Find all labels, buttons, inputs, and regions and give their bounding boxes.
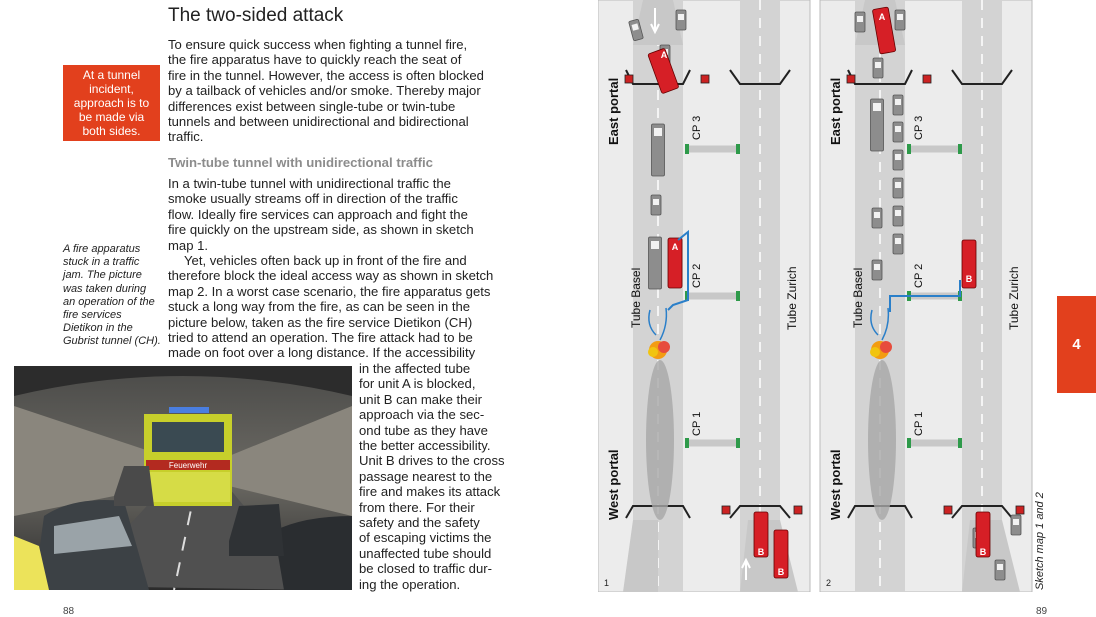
page-number-right: 89 xyxy=(1036,606,1048,617)
svg-text:CP 3: CP 3 xyxy=(913,115,925,140)
svg-text:Tube Basel: Tube Basel xyxy=(851,267,865,328)
svg-text:B: B xyxy=(757,547,765,557)
truck-sign: Feuerwehr xyxy=(168,461,208,470)
svg-text:West portal: West portal xyxy=(828,449,843,520)
tube-basel-label: Tube Basel xyxy=(629,267,643,328)
chapter-tab[interactable]: 4 xyxy=(1057,296,1096,393)
map-caption: Sketch map 1 and 2 xyxy=(1034,492,1046,590)
svg-text:A: A xyxy=(671,242,679,252)
svg-text:A: A xyxy=(660,50,668,60)
svg-text:A: A xyxy=(878,12,886,22)
sketch-maps xyxy=(598,0,1046,592)
sketch-map-2 xyxy=(820,0,1032,592)
page-number-left: 88 xyxy=(63,606,75,617)
photo-caption: A fire apparatus stuck in a traffic jam. The picture was taken during an operation of the fire services Dietikon in the Gubrist tunnel (CH). xyxy=(63,243,161,348)
intro-paragraph: To ensure quick success when fighting a tunnel fire, the fire apparatus have to quickly reach the seat of fire in the tunnel. However, the access is often blocked by a tailback of vehicles and/or smoke. Thereby major differences exist between single-tube or twin-tube tunnels and between unidirectional and bidirectional traffic. xyxy=(168,37,484,145)
svg-text:CP 1: CP 1 xyxy=(913,411,925,436)
west-portal-label: West portal xyxy=(606,449,621,520)
blocked-access-paragraph: Yet, vehicles often back up in front of the fire and therefore block the ideal access way as shown in sketch map 2. In a worst case scenario, the fire apparatus gets stuck a long way from the fire, as can be seen in the picture below, taken as the fire service Dietikon (CH) tried to attend an operation. The fire attack had to be made on foot over a long distance. If the accessibility xyxy=(168,253,494,361)
svg-text:B: B xyxy=(777,567,785,577)
tube-zurich-label: Tube Zurich xyxy=(785,266,799,330)
cp1-label: CP 1 xyxy=(691,411,703,436)
callout-box: At a tunnel incident, approach is to be made via both sides. xyxy=(63,65,160,141)
tunnel-photo xyxy=(14,366,352,590)
map2-number: 2 xyxy=(826,578,832,588)
sketch-map-1 xyxy=(598,0,810,592)
map1-number: 1 xyxy=(604,578,610,588)
svg-text:B: B xyxy=(965,274,973,284)
svg-text:Tube Zurich: Tube Zurich xyxy=(1007,266,1021,330)
twin-tube-paragraph: In a twin-tube tunnel with unidirectional traffic the smoke usually streams off in direction of the traffic flow. Ideally fire services can approach and fight the fire quickly on the upstream side, as shown in sketch map 1. xyxy=(168,176,474,253)
east-portal-label: East portal xyxy=(606,77,621,145)
wrap-paragraph: in the affected tube for unit A is blocked, unit B can make their approach via the sec- ond tube as they have the better accessibility. Unit B drives to the cross passage nearest to the fire and makes its attack from there. For their safety and the safety of escaping victims the unaffected tube should be closed to traffic dur- ing the operation. xyxy=(359,361,505,592)
svg-text:CP 2: CP 2 xyxy=(913,263,925,288)
cp3-label: CP 3 xyxy=(691,115,703,140)
section-subheading: Twin-tube tunnel with unidirectional traffic xyxy=(168,155,433,170)
svg-text:B: B xyxy=(979,547,987,557)
page-title: The two-sided attack xyxy=(168,5,344,26)
fire-truck xyxy=(144,407,232,506)
cp2-label: CP 2 xyxy=(691,263,703,288)
svg-text:East portal: East portal xyxy=(828,77,843,145)
